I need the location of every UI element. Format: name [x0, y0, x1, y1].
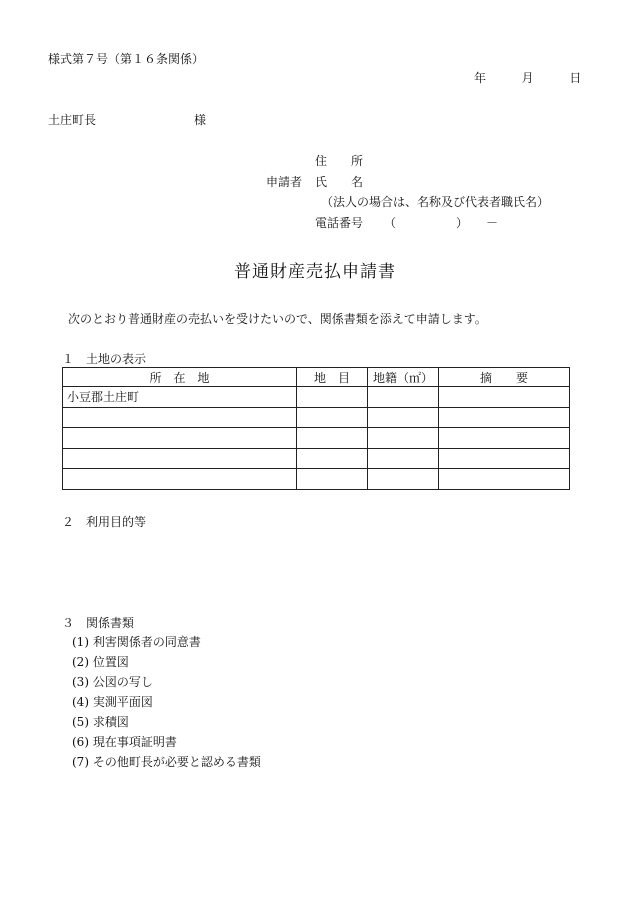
- table-cell[interactable]: [297, 387, 368, 408]
- table-cell[interactable]: [439, 469, 570, 490]
- table-cell[interactable]: [368, 428, 439, 449]
- section-3-heading: ３ 関係書類: [62, 616, 135, 630]
- form-number: 様式第７号（第１６条関係）: [48, 52, 205, 66]
- section-1-heading: １ 土地の表示: [62, 352, 147, 366]
- date-year: 年: [474, 71, 487, 85]
- document-item: (4) 実測平面図: [72, 695, 153, 709]
- document-item: (1) 利害関係者の同意書: [72, 635, 201, 649]
- col-remarks: 摘 要: [439, 368, 570, 387]
- date-month: 月: [521, 71, 534, 85]
- section-2-heading: ２ 利用目的等: [62, 515, 147, 529]
- table-row: [63, 448, 570, 469]
- table-cell[interactable]: [439, 407, 570, 428]
- document-item: (7) その他町長が必要と認める書類: [72, 755, 261, 769]
- table-row: [63, 428, 570, 449]
- corporation-note: （法人の場合は、名称及び代表者職氏名）: [321, 195, 550, 209]
- table-cell[interactable]: [297, 407, 368, 428]
- document-item: (5) 求積図: [72, 715, 129, 729]
- table-cell[interactable]: [297, 469, 368, 490]
- addressee-name: 土庄町長: [48, 113, 97, 127]
- table-cell[interactable]: [368, 387, 439, 408]
- date-line: [474, 69, 581, 86]
- table-cell[interactable]: [63, 448, 297, 469]
- document-title: 普通財産売払申請書: [234, 262, 396, 282]
- document-item: (3) 公図の写し: [72, 675, 153, 689]
- table-cell[interactable]: [63, 407, 297, 428]
- applicant-label: 申請者: [266, 175, 303, 189]
- phone-label: 電話番号: [315, 216, 364, 230]
- name-label: 氏 名: [315, 175, 364, 189]
- document-item: (2) 位置図: [72, 655, 129, 669]
- table-cell[interactable]: [439, 387, 570, 408]
- land-table: [62, 367, 570, 490]
- table-row: [63, 407, 570, 428]
- table-cell[interactable]: [368, 448, 439, 469]
- table-row: [63, 387, 570, 408]
- table-cell[interactable]: [439, 428, 570, 449]
- addressee-honorific: 様: [194, 113, 207, 127]
- col-land-category: 地 目: [297, 368, 368, 387]
- intro-text: 次のとおり普通財産の売払いを受けたいので、関係書類を添えて申請します。: [68, 312, 487, 326]
- table-cell[interactable]: [368, 469, 439, 490]
- table-cell[interactable]: [63, 428, 297, 449]
- table-cell[interactable]: [368, 407, 439, 428]
- col-location: 所 在 地: [63, 368, 297, 387]
- table-cell[interactable]: [63, 469, 297, 490]
- document-item: (6) 現在事項証明書: [72, 735, 177, 749]
- table-row: [63, 469, 570, 490]
- date-day: 日: [569, 71, 582, 85]
- table-cell[interactable]: [297, 448, 368, 469]
- table-cell[interactable]: [439, 448, 570, 469]
- phone-format: （ ） －: [384, 216, 499, 230]
- table-cell[interactable]: [297, 428, 368, 449]
- address-label: 住 所: [315, 154, 364, 168]
- table-cell[interactable]: 小豆郡土庄町: [63, 387, 297, 408]
- col-area: 地籍（㎡）: [368, 368, 439, 387]
- table-header-row: [63, 368, 570, 387]
